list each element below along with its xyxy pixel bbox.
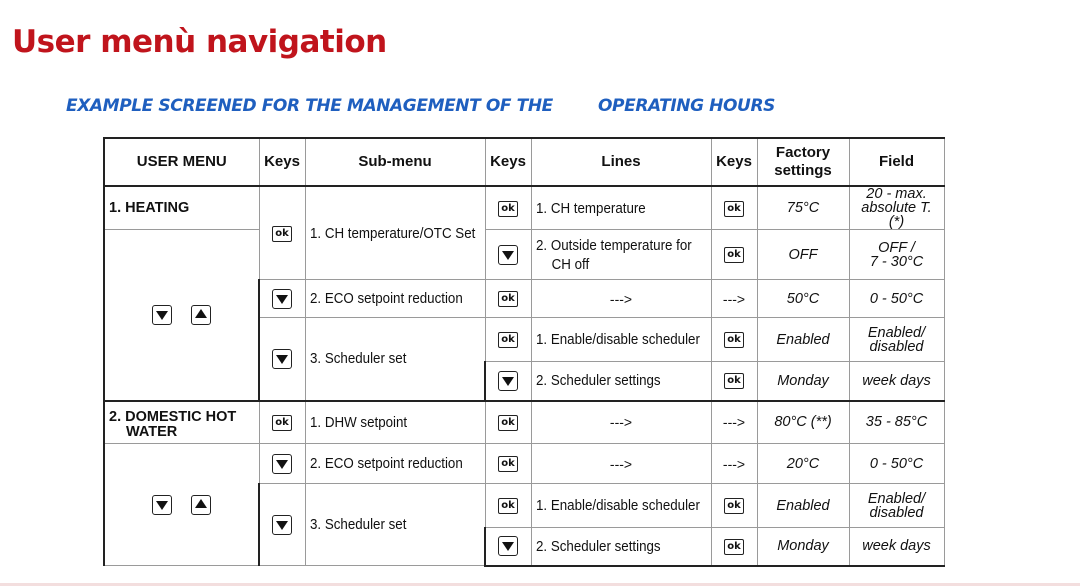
field-cell: 35 - 85°C bbox=[849, 401, 944, 444]
keys-cell bbox=[259, 484, 305, 566]
line-cell: 2. Scheduler settings bbox=[531, 362, 711, 401]
keys-cell bbox=[485, 280, 531, 318]
keys-cell bbox=[259, 186, 305, 280]
factory-cell: Enabled bbox=[757, 484, 849, 528]
ok-key-icon: ok bbox=[498, 456, 518, 472]
down-key-icon bbox=[272, 289, 292, 309]
submenu-cell: 3. Scheduler set bbox=[305, 484, 485, 566]
line-cell: ---> bbox=[531, 401, 711, 444]
keys-cell bbox=[259, 401, 305, 444]
factory-cell: OFF bbox=[757, 230, 849, 280]
field-cell: Enabled/ disabled bbox=[849, 484, 944, 528]
down-key-icon bbox=[498, 371, 518, 391]
keys-cell bbox=[711, 362, 757, 401]
keys-cell bbox=[485, 318, 531, 362]
subtitle-left: EXAMPLE SCREENED FOR THE MANAGEMENT OF THE bbox=[66, 96, 553, 116]
keys-cell: ---> bbox=[711, 280, 757, 318]
ok-key-icon: ok bbox=[498, 498, 518, 514]
table-row bbox=[104, 186, 944, 230]
down-key-icon bbox=[272, 454, 292, 474]
table-row bbox=[104, 401, 944, 444]
down-key-icon bbox=[498, 245, 518, 265]
ok-key-icon: ok bbox=[498, 332, 518, 348]
field-cell: 0 - 50°C bbox=[849, 280, 944, 318]
keys-cell: ---> bbox=[711, 444, 757, 484]
keys-cell bbox=[259, 318, 305, 401]
keys-cell bbox=[485, 444, 531, 484]
keys-cell bbox=[711, 186, 757, 230]
factory-cell: 20°C bbox=[757, 444, 849, 484]
menu-heating-label: 1. HEATING bbox=[104, 186, 259, 230]
table-row bbox=[104, 444, 944, 484]
keys-cell bbox=[711, 230, 757, 280]
keys-cell bbox=[711, 318, 757, 362]
submenu-cell: 3. Scheduler set bbox=[305, 318, 485, 401]
up-key-icon bbox=[191, 495, 211, 515]
field-cell: week days bbox=[849, 528, 944, 566]
dhw-nav-keys bbox=[104, 444, 259, 566]
keys-cell bbox=[485, 230, 531, 280]
header-submenu: Sub-menu bbox=[305, 138, 485, 186]
submenu-cell: 2. ECO setpoint reduction bbox=[305, 444, 485, 484]
page-title: User menù navigation bbox=[12, 24, 387, 60]
down-key-icon bbox=[152, 305, 172, 325]
field-cell: 0 - 50°C bbox=[849, 444, 944, 484]
header-user-menu: USER MENU bbox=[104, 138, 259, 186]
submenu-cell: 2. ECO setpoint reduction bbox=[305, 280, 485, 318]
ok-key-icon: ok bbox=[724, 373, 744, 389]
header-factory-settings: Factory settings bbox=[757, 138, 849, 186]
ok-key-icon: ok bbox=[498, 415, 518, 431]
line-cell: 2. Outside temperature for CH off bbox=[531, 230, 711, 280]
heating-nav-keys bbox=[104, 230, 259, 401]
header-lines: Lines bbox=[531, 138, 711, 186]
ok-key-icon: ok bbox=[724, 539, 744, 555]
factory-cell: Enabled bbox=[757, 318, 849, 362]
ok-key-icon: ok bbox=[724, 201, 744, 217]
factory-cell: 50°C bbox=[757, 280, 849, 318]
up-key-icon bbox=[191, 305, 211, 325]
ok-key-icon: ok bbox=[498, 201, 518, 217]
user-menu-table bbox=[103, 137, 945, 567]
ok-key-icon: ok bbox=[724, 498, 744, 514]
header-keys-1: Keys bbox=[259, 138, 305, 186]
ok-key-icon: ok bbox=[272, 226, 292, 242]
keys-cell bbox=[259, 280, 305, 318]
ok-key-icon: ok bbox=[498, 291, 518, 307]
factory-cell: Monday bbox=[757, 362, 849, 401]
keys-cell: ---> bbox=[711, 401, 757, 444]
down-key-icon bbox=[272, 349, 292, 369]
header-keys-2: Keys bbox=[485, 138, 531, 186]
keys-cell bbox=[485, 401, 531, 444]
keys-cell bbox=[485, 528, 531, 566]
table-header-row bbox=[104, 138, 944, 186]
ok-key-icon: ok bbox=[724, 332, 744, 348]
submenu-cell: 1. CH temperature/OTC Set bbox=[305, 186, 485, 280]
keys-cell bbox=[485, 362, 531, 401]
factory-cell: Monday bbox=[757, 528, 849, 566]
field-cell: week days bbox=[849, 362, 944, 401]
submenu-cell: 1. DHW setpoint bbox=[305, 401, 485, 444]
line-cell: ---> bbox=[531, 280, 711, 318]
ok-key-icon: ok bbox=[724, 247, 744, 263]
down-key-icon bbox=[152, 495, 172, 515]
down-key-icon bbox=[272, 515, 292, 535]
subtitle-right: OPERATING HOURS bbox=[598, 96, 775, 116]
field-cell: OFF / 7 - 30°C bbox=[849, 230, 944, 280]
line-cell: 1. CH temperature bbox=[531, 186, 711, 230]
line-cell: 2. Scheduler settings bbox=[531, 528, 711, 566]
keys-cell bbox=[485, 186, 531, 230]
line-cell: 1. Enable/disable scheduler bbox=[531, 484, 711, 528]
line-cell: 1. Enable/disable scheduler bbox=[531, 318, 711, 362]
field-cell: Enabled/ disabled bbox=[849, 318, 944, 362]
line-cell: ---> bbox=[531, 444, 711, 484]
down-key-icon bbox=[498, 536, 518, 556]
header-field: Field bbox=[849, 138, 944, 186]
field-cell: 20 - max. absolute T. (*) bbox=[849, 186, 944, 230]
factory-cell: 75°C bbox=[757, 186, 849, 230]
keys-cell bbox=[711, 528, 757, 566]
keys-cell bbox=[259, 444, 305, 484]
header-keys-3: Keys bbox=[711, 138, 757, 186]
factory-cell: 80°C (**) bbox=[757, 401, 849, 444]
table-row bbox=[104, 230, 944, 280]
keys-cell bbox=[485, 484, 531, 528]
keys-cell bbox=[711, 484, 757, 528]
ok-key-icon: ok bbox=[272, 415, 292, 431]
menu-dhw-label: 2. DOMESTIC HOT WATER bbox=[104, 401, 259, 444]
